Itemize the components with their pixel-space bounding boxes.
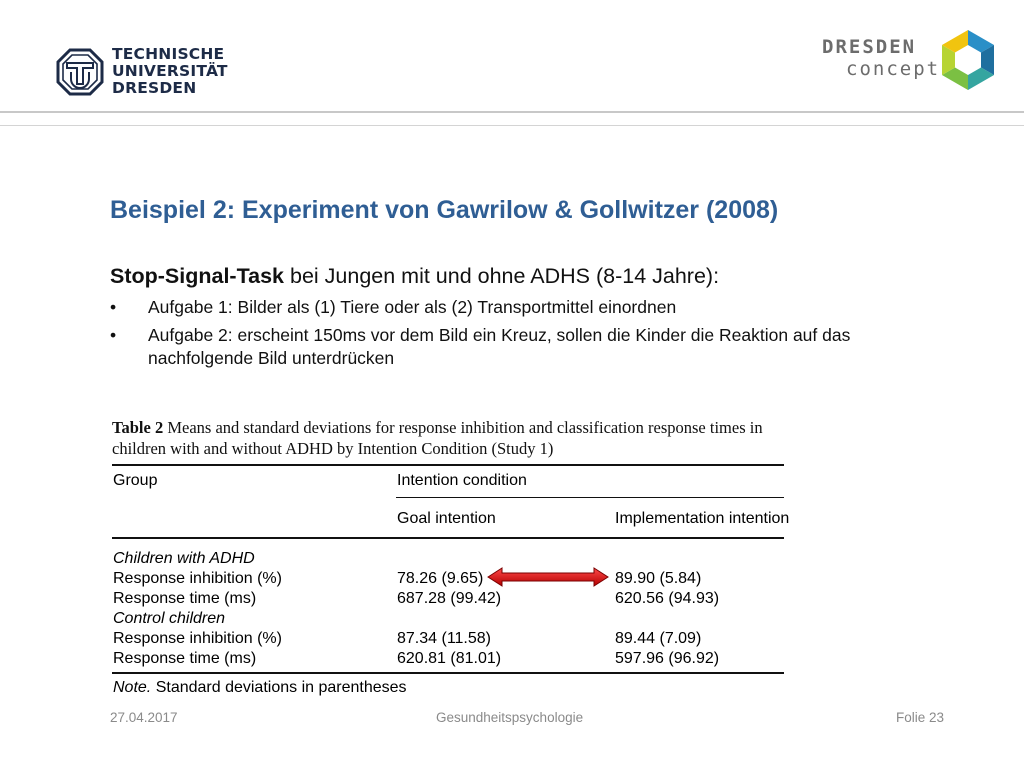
subtitle-bold: Stop-Signal-Task [110,264,285,288]
table-bottom-rule [112,672,784,674]
header-divider-bottom [0,125,1024,126]
bullet-text: Aufgabe 1: Bilder als (1) Tiere oder als (2) Transportmittel einordnen [148,297,677,317]
table-caption [112,417,784,459]
tud-line-2: UNIVERSITÄT [112,62,228,80]
implementation-value: 597.96 (96.92) [615,650,720,667]
table-caption-label: Table 2 [112,418,164,437]
row-label: Response time (ms) [113,650,257,667]
row-label: Response time (ms) [113,590,257,607]
row-label: Response inhibition (%) [113,570,282,587]
goal-value: 87.34 (11.58) [397,630,491,647]
goal-value: 78.26 (9.65) [397,570,484,587]
table-top-rule [112,464,784,466]
footer-slide-number: Folie 23 [896,710,945,725]
slide-title: Beispiel 2: Experiment von Gawrilow & Gollwitzer (2008) [110,196,779,224]
header-divider-top [0,111,1024,113]
section-label-control: Control children [113,610,226,627]
column-header-goal: Goal intention [397,510,496,527]
dresden-concept-logo [822,28,1002,94]
goal-value: 687.28 (99.42) [397,590,502,607]
tud-line-1: TECHNISCHE [112,45,225,63]
dc-line-2: concept [846,58,941,80]
slide-subtitle [110,264,719,289]
tud-emblem-icon [56,48,104,96]
implementation-value: 620.56 (94.93) [615,590,720,607]
results-table [112,414,784,459]
dc-wordmark [822,36,940,80]
intention-subheader-rule [396,497,784,498]
table-note-text: Standard deviations in parentheses [151,679,407,696]
bullet-list [110,296,930,375]
bullet-item [110,324,930,370]
bullet-marker: • [110,325,117,345]
table-note-label: Note. [113,679,152,696]
footer-date: 27.04.2017 [110,710,178,725]
bullet-marker: • [110,297,117,317]
bullet-text: Aufgabe 2: erscheint 150ms vor dem Bild ein Kreuz, sollen die Kinder die Reaktion auf das nachfolgende Bild unterdrücken [148,325,851,368]
double-arrow-icon [486,566,610,588]
subtitle-rest: bei Jungen mit und ohne ADHS (8-14 Jahre): [284,264,720,288]
table-caption-line-2: children with and without ADHD by Intention Condition (Study 1) [112,439,554,458]
section-label-adhd: Children with ADHD [113,550,255,567]
dc-line-1: DRESDEN [822,36,917,58]
footer-course: Gesundheitspsychologie [436,710,584,725]
column-header-implementation: Implementation intention [615,510,790,527]
header-bottom-rule [112,537,784,539]
column-header-group: Group [113,472,158,489]
tud-line-3: DRESDEN [112,79,197,97]
table-caption-line-1: Means and standard deviations for response inhibition and classification response times in [163,418,763,437]
goal-value: 620.81 (81.01) [397,650,502,667]
table-note [113,679,407,697]
implementation-value: 89.44 (7.09) [615,630,702,647]
implementation-value: 89.90 (5.84) [615,570,702,587]
dc-hexagon-icon [936,28,1000,92]
tud-logo [56,46,228,97]
column-header-intention: Intention condition [397,472,527,489]
tud-wordmark [112,46,228,97]
row-label: Response inhibition (%) [113,630,282,647]
bullet-item [110,296,930,319]
